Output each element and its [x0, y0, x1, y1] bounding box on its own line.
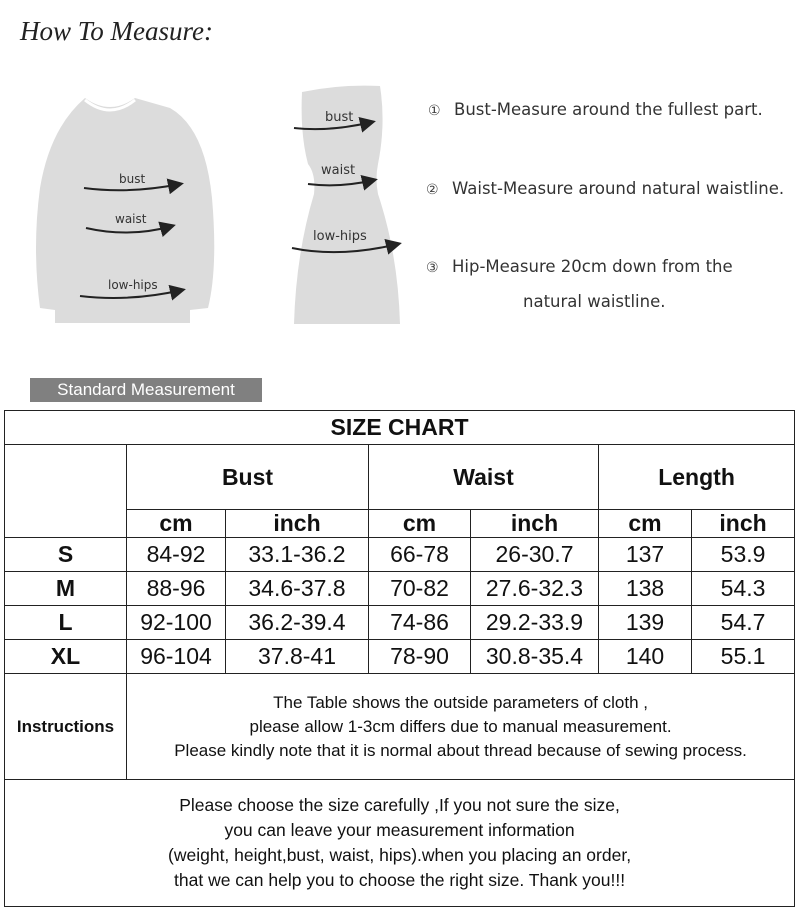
table-cell: 92-100	[127, 606, 226, 640]
instructions-label: Instructions	[5, 674, 127, 780]
sweater-hips-label: low-hips	[108, 278, 158, 292]
unit-header: cm	[369, 510, 471, 538]
table-cell: 36.2-39.4	[226, 606, 369, 640]
dress-waist-label: waist	[321, 163, 356, 178]
note-line: that we can help you to choose the right size. Thank you!!!	[174, 870, 626, 890]
table-cell: 66-78	[369, 538, 471, 572]
table-row	[5, 572, 795, 606]
unit-header: inch	[471, 510, 599, 538]
note-line: you can leave your measurement information	[224, 820, 575, 840]
instructions-text	[127, 674, 795, 780]
size-label: XL	[5, 640, 127, 674]
table-cell: 34.6-37.8	[226, 572, 369, 606]
sweater-waist-label: waist	[115, 212, 147, 226]
size-advice-note	[5, 780, 795, 907]
instructions-line: The Table shows the outside parameters of cloth ,	[273, 692, 648, 712]
size-label: S	[5, 538, 127, 572]
dress-measure-figure	[280, 84, 410, 340]
step-hip-continued: natural waistline.	[523, 292, 666, 311]
table-cell: 37.8-41	[226, 640, 369, 674]
table-cell: 74-86	[369, 606, 471, 640]
table-cell: 54.3	[692, 572, 795, 606]
table-cell: 84-92	[127, 538, 226, 572]
step-hip: ③ Hip-Measure 20cm down from the	[426, 257, 733, 276]
sweater-bust-label: bust	[119, 172, 146, 186]
group-header-bust: Bust	[127, 445, 369, 510]
step-bust: ① Bust-Measure around the fullest part.	[428, 100, 763, 119]
sweater-measure-figure	[30, 88, 240, 338]
table-row	[5, 606, 795, 640]
table-cell: 96-104	[127, 640, 226, 674]
unit-header: inch	[226, 510, 369, 538]
table-cell: 30.8-35.4	[471, 640, 599, 674]
table-cell: 138	[599, 572, 692, 606]
table-cell: 33.1-36.2	[226, 538, 369, 572]
table-row	[5, 538, 795, 572]
table-cell: 55.1	[692, 640, 795, 674]
table-cell: 139	[599, 606, 692, 640]
size-label: L	[5, 606, 127, 640]
step-waist: ② Waist-Measure around natural waistline.	[426, 179, 785, 198]
table-cell: 70-82	[369, 572, 471, 606]
table-cell: 140	[599, 640, 692, 674]
table-cell: 27.6-32.3	[471, 572, 599, 606]
unit-header: cm	[127, 510, 226, 538]
table-cell: 53.9	[692, 538, 795, 572]
group-header-waist: Waist	[369, 445, 599, 510]
table-row	[5, 640, 795, 674]
instructions-line: Please kindly note that it is normal about thread because of sewing process.	[174, 740, 747, 760]
unit-header: inch	[692, 510, 795, 538]
instructions-line: please allow 1-3cm differs due to manual measurement.	[249, 716, 672, 736]
standard-measurement-badge: Standard Measurement	[30, 378, 262, 402]
size-chart-title: SIZE CHART	[5, 411, 795, 445]
dress-hips-label: low-hips	[313, 229, 367, 244]
size-label: M	[5, 572, 127, 606]
unit-header: cm	[599, 510, 692, 538]
group-header-length: Length	[599, 445, 795, 510]
blank-corner-cell	[5, 445, 127, 538]
note-line: Please choose the size carefully ,If you not sure the size,	[179, 795, 620, 815]
table-cell: 29.2-33.9	[471, 606, 599, 640]
size-chart-table	[4, 410, 795, 907]
table-cell: 137	[599, 538, 692, 572]
note-line: (weight, height,bust, waist, hips).when you placing an order,	[168, 845, 632, 865]
dress-bust-label: bust	[325, 110, 354, 125]
table-cell: 54.7	[692, 606, 795, 640]
page-title: How To Measure:	[20, 16, 214, 46]
table-cell: 26-30.7	[471, 538, 599, 572]
table-cell: 78-90	[369, 640, 471, 674]
table-cell: 88-96	[127, 572, 226, 606]
